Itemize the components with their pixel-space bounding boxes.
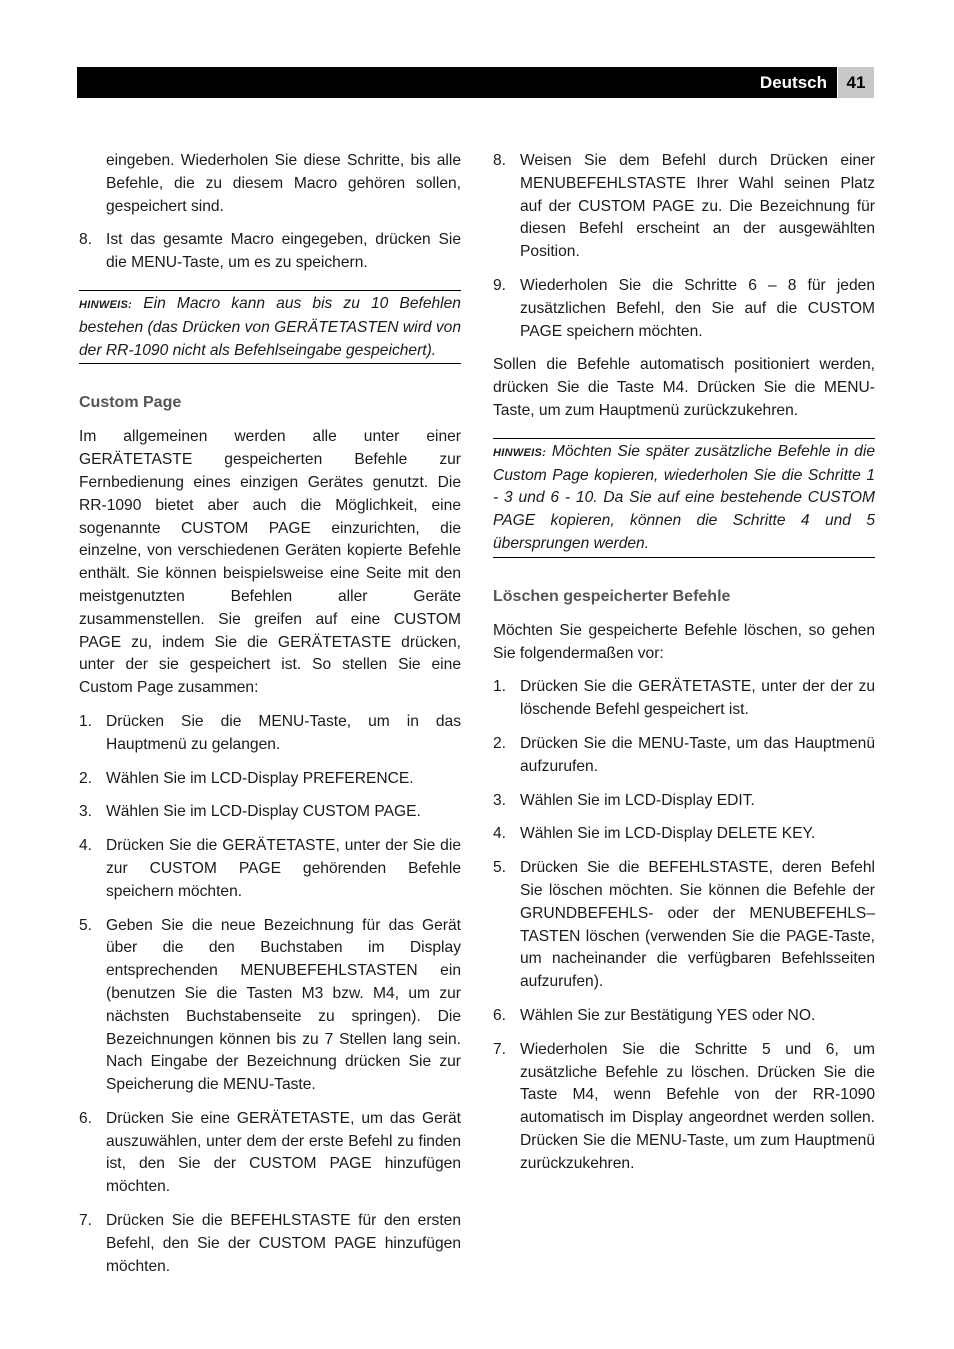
list-item-text: Wiederholen Sie die Schritte 5 und 6, um zusätzliche Befehle zu löschen. Drücken Sie die Taste M4, wenn Befehle von der RR-1090 automatisch im Display angeordnet werden sollen. Drücken Sie die MENU-Taste, um zum Hauptmenü zurückzukehren.	[520, 1040, 875, 1172]
page-number: 41	[838, 67, 874, 98]
list-item	[493, 1005, 875, 1028]
header-language: Deutsch	[759, 73, 827, 92]
list-item-text: Wählen Sie zur Bestätigung YES oder NO.	[520, 1006, 816, 1024]
list-item-number: 3.	[79, 803, 93, 821]
list-item	[493, 857, 875, 994]
list-item-number: 5.	[79, 916, 93, 934]
note-box	[79, 290, 461, 364]
list-item-text: Drücken Sie die GERÄTETASTE, unter der der zu löschende Befehl gespeichert ist.	[520, 678, 875, 719]
list-item	[79, 711, 461, 757]
list-item	[79, 1210, 461, 1278]
body-paragraph: Sollen die Befehle automatisch positioniert werden, drücken Sie die Taste M4. Drücken Sie die MENU-Taste, um zum Hauptmenü zurückzukehren.	[493, 356, 875, 419]
list-item-text: Wählen Sie im LCD-Display EDIT.	[520, 791, 755, 809]
intro-continuation: eingeben. Wiederholen Sie diese Schritte, bis alle Befehle, die zu diesem Macro gehören sollen, gespeichert sind.	[106, 152, 461, 215]
list-item-text: Drücken Sie eine GERÄTETASTE, um das Gerät auszuwählen, unter dem der erste Befehl zu finden ist, den Sie der CUSTOM PAGE hinzufügen möchten.	[106, 1109, 461, 1196]
list-item	[79, 835, 461, 903]
left-column	[79, 150, 461, 1289]
list-item	[79, 801, 461, 824]
note-text: Ein Macro kann aus bis zu 10 Befehlen bestehen (das Drücken von GERÄTETASTEN wird von der RR-1090 nicht als Befehlseingabe gespeichert).	[79, 294, 461, 359]
list-item-number: 4.	[79, 837, 93, 855]
list-item-number: 2.	[79, 769, 93, 787]
right-column	[493, 150, 875, 1186]
list-item-number: 9.	[493, 276, 507, 294]
list-item-text: Drücken Sie die BEFEHLSTASTE, deren Befehl Sie löschen möchten. Sie können die Befehle der GRUNDBEFEHLS- oder der MENUBEFEHLS–TASTEN löschen (verwenden Sie die PAGE-Taste, um nacheinander die verfügbaren Befehlsseiten aufzurufen).	[520, 859, 875, 991]
list-item-text: Wählen Sie im LCD-Display CUSTOM PAGE.	[106, 803, 421, 821]
list-item	[493, 1039, 875, 1176]
list-item-text: Wiederholen Sie die Schritte 6 – 8 für jeden zusätzlichen Befehl, den Sie auf die CUSTOM PAGE speichern möchten.	[520, 276, 875, 340]
list-item-number: 7.	[79, 1212, 93, 1230]
section-heading: Löschen gespeicherter Befehle	[493, 587, 731, 605]
note-box	[493, 438, 875, 558]
list-item-text: Drücken Sie die MENU-Taste, um in das Hauptmenü zu gelangen.	[106, 712, 461, 753]
steps-list	[493, 676, 875, 1175]
list-item	[493, 790, 875, 813]
list-item-number: 1.	[79, 712, 93, 730]
header-bar	[77, 67, 837, 98]
list-item-number: 1.	[493, 678, 507, 696]
list-item	[79, 768, 461, 791]
list-item-text: Drücken Sie die MENU-Taste, um das Hauptmenü aufzurufen.	[520, 734, 875, 775]
list-item-number: 2.	[493, 734, 507, 752]
list-item-text: Wählen Sie im LCD-Display DELETE KEY.	[520, 825, 816, 843]
list-item-number: 6.	[493, 1006, 507, 1024]
list-item-number: 5.	[493, 859, 507, 877]
steps-list	[79, 711, 461, 1279]
list-item-number: 8.	[493, 152, 507, 169]
list-item-text: Drücken Sie die BEFEHLSTASTE für den ersten Befehl, den Sie der CUSTOM PAGE hinzufügen möchten.	[106, 1212, 461, 1275]
list-item	[79, 915, 461, 1097]
list-item-number: 3.	[493, 791, 507, 809]
list-item-text: Wählen Sie im LCD-Display PREFERENCE.	[106, 769, 414, 787]
list-item-number: 7.	[493, 1040, 507, 1058]
list-item-number: 8.	[79, 231, 93, 249]
list-item	[493, 676, 875, 722]
list-item-text: Weisen Sie dem Befehl durch Drücken einer MENUBEFEHLSTASTE Ihrer Wahl seinen Platz auf der CUSTOM PAGE zu. Die Bezeichnung für diesen Befehl erscheint an der ausgewählten Position.	[520, 152, 875, 261]
list-item	[493, 150, 875, 264]
list-item-text: Drücken Sie die GERÄTETASTE, unter der Sie die zur CUSTOM PAGE gehörenden Befehle speichern möchten.	[106, 837, 461, 900]
list-item	[493, 275, 875, 343]
list-item	[493, 823, 875, 846]
body-paragraph: Möchten Sie gespeicherte Befehle löschen, so gehen Sie folgendermaßen vor:	[493, 621, 875, 662]
list-item	[493, 733, 875, 779]
list-item-text: Geben Sie die neue Bezeichnung für das Gerät über die den Buchstaben im Display entsprechenden MENUBEFEHLSTASTEN ein (benutzen Sie die Tasten M3 bzw. M4, um zur nächsten Buchstabenseite zu springen). Die Bezeichnungen können bis zu 7 Stellen lang sein. Nach Eingabe der Bezeichnung drücken Sie zur Speicherung die MENU-Taste.	[106, 916, 461, 1094]
note-text: Möchten Sie später zusätzliche Befehle in die Custom Page kopieren, wiederholen Sie die Schritte 1 - 3 und 6 - 10. Da Sie auf eine bestehende CUSTOM PAGE kopieren, können die Schritte 4 und 5 übersprungen werden.	[493, 442, 875, 552]
list-item-text: Ist das gesamte Macro eingegeben, drücken Sie die MENU-Taste, um es zu speichern.	[106, 231, 461, 272]
list-item-number: 6.	[79, 1109, 93, 1127]
list-item	[79, 1108, 461, 1199]
list-item	[79, 229, 461, 275]
note-label: HINWEIS:	[493, 446, 547, 459]
body-paragraph: Im allgemeinen werden alle unter einer GERÄTETASTE gespeicherten Befehle zur Fernbedienung eines einzigen Gerätes genutzt. Die RR-1090 bietet aber auch die Möglichkeit, eine sogenannte CUSTOM PAGE einzurichten, die einzelne, von verschiedenen Geräten kopierte Befehle enthält. Sie können beispielsweise eine Seite mit den meistgenutzten Befehlen aller Geräte zusammenstellen. Sie greifen auf eine CUSTOM PAGE zu, indem Sie die GERÄTETASTE drücken, unter der sie gespeichert ist. So stellen Sie eine Custom Page zusammen:	[79, 428, 461, 697]
steps-list	[493, 150, 875, 343]
list-item-number: 4.	[493, 825, 507, 843]
section-heading: Custom Page	[79, 394, 182, 412]
note-label: HINWEIS:	[79, 298, 133, 311]
